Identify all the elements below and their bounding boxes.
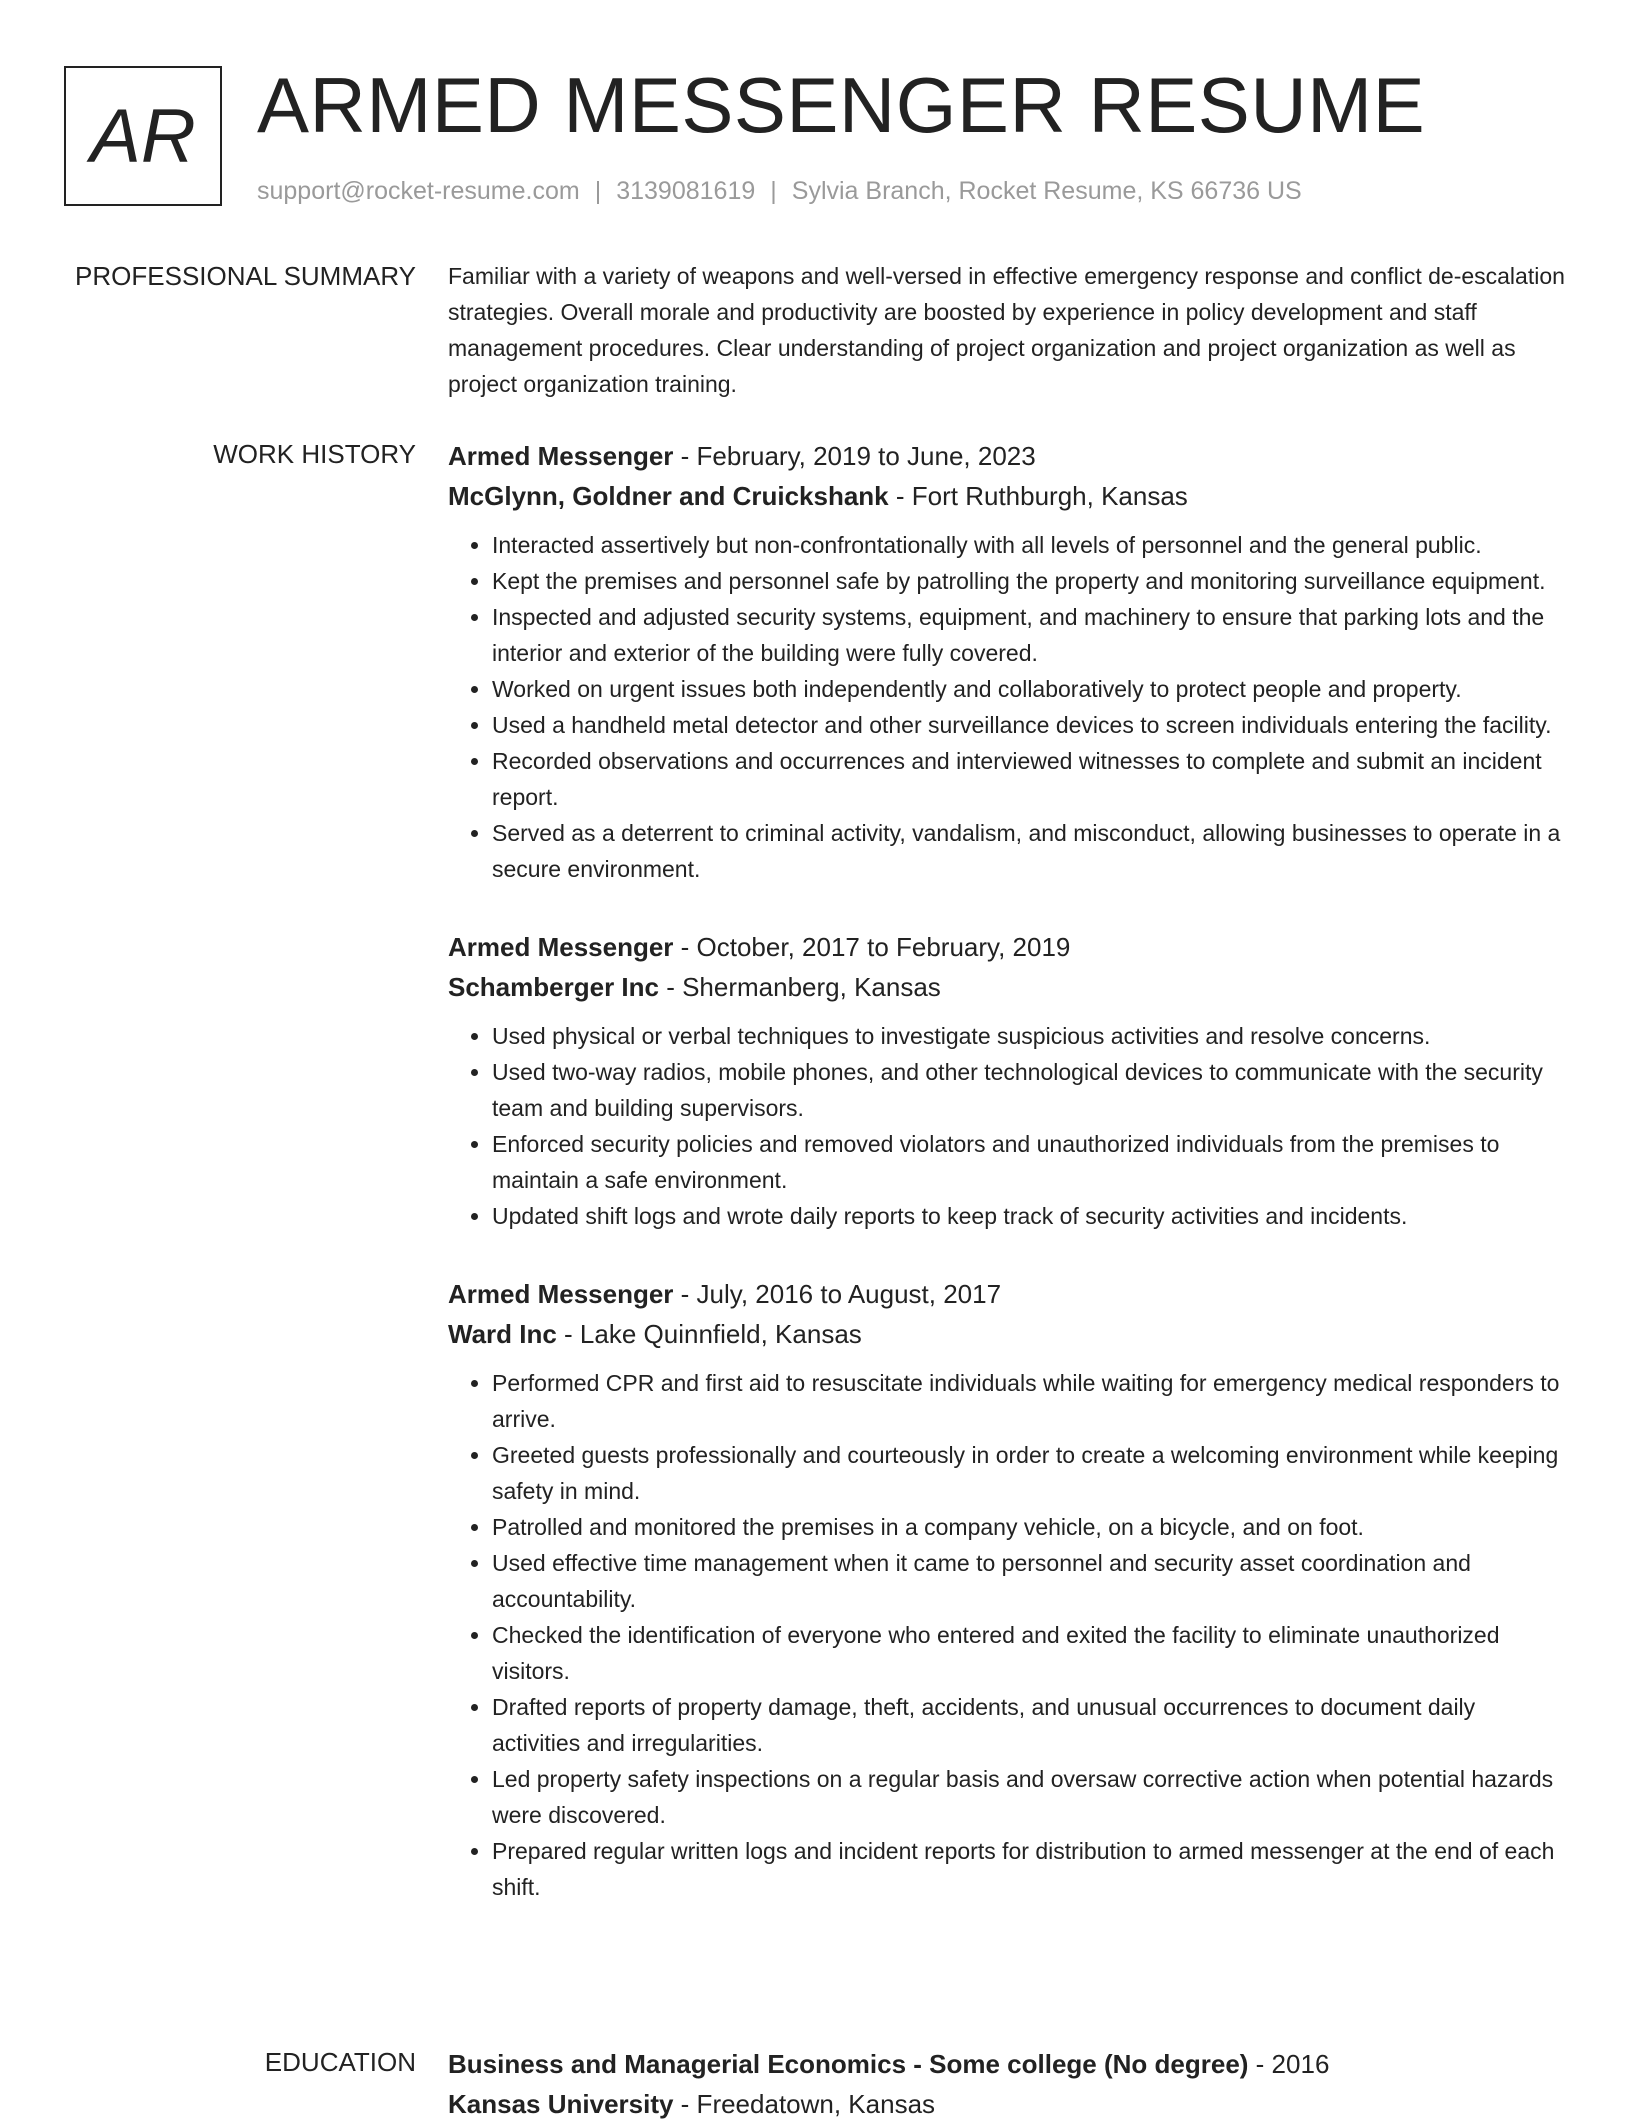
- job-location: - Shermanberg, Kansas: [658, 972, 941, 1002]
- education-degree-line: [448, 2044, 1566, 2084]
- education-school: Kansas University: [448, 2089, 674, 2119]
- job-company-line: [448, 1314, 1566, 1354]
- job-dates: - July, 2016 to August, 2017: [673, 1279, 1002, 1309]
- job-title: Armed Messenger: [448, 932, 674, 962]
- job-bullet: • Inspected and adjusted security systems, equipment, and machinery to ensure that parking lots and the interior and exterior of the building were fully covered.: [492, 599, 1566, 671]
- section-label-summary: PROFESSIONAL SUMMARY: [75, 261, 416, 291]
- job-bullet: • Served as a deterrent to criminal activity, vandalism, and misconduct, allowing businesses to operate in a secure environment.: [492, 815, 1566, 887]
- job-bullet: • Greeted guests professionally and courteously in order to create a welcoming environment while keeping safety in mind.: [492, 1437, 1566, 1509]
- job-entry: [448, 927, 1566, 1234]
- job-bullet: • Updated shift logs and wrote daily reports to keep track of security activities and incidents.: [492, 1198, 1566, 1234]
- contact-phone: 3139081619: [616, 177, 756, 205]
- job-entry: [448, 1274, 1566, 1905]
- job-title-line: [448, 927, 1566, 967]
- education-location: - Freedatown, Kansas: [673, 2089, 936, 2119]
- job-bullet: • Prepared regular written logs and incident reports for distribution to armed messenger at the end of each shift.: [492, 1833, 1566, 1905]
- job-bullet: • Recorded observations and occurrences and interviewed witnesses to complete and submit an incident report.: [492, 743, 1566, 815]
- resume-header: [64, 61, 1584, 210]
- section-label-work-history: WORK HISTORY: [213, 439, 416, 469]
- job-title: Armed Messenger: [448, 441, 674, 471]
- job-bullet: • Used effective time management when it came to personnel and security asset coordination and accountability.: [492, 1545, 1566, 1617]
- job-dates: - February, 2019 to June, 2023: [673, 441, 1036, 471]
- work-history-list: [448, 436, 1566, 1945]
- job-dates: - October, 2017 to February, 2019: [673, 932, 1071, 962]
- education-year: - 2016: [1248, 2049, 1330, 2079]
- job-bullet: • Interacted assertively but non-confrontationally with all levels of personnel and the general public.: [492, 527, 1566, 563]
- contact-address: Sylvia Branch, Rocket Resume, KS 66736 US: [791, 177, 1302, 205]
- resume-title: ARMED MESSENGER RESUME: [257, 61, 1426, 149]
- job-bullet-list: [448, 527, 1566, 887]
- job-company-line: [448, 967, 1566, 1007]
- job-bullet-list: [448, 1365, 1566, 1905]
- education-degree: Business and Managerial Economics - Some college (No degree): [448, 2049, 1249, 2079]
- job-bullet: • Performed CPR and first aid to resuscitate individuals while waiting for emergency medical responders to arrive.: [492, 1365, 1566, 1437]
- job-title-line: [448, 436, 1566, 476]
- job-bullet: • Kept the premises and personnel safe by patrolling the property and monitoring surveillance equipment.: [492, 563, 1566, 599]
- job-bullet: • Checked the identification of everyone who entered and exited the facility to eliminate unauthorized visitors.: [492, 1617, 1566, 1689]
- summary-text: Familiar with a variety of weapons and well-versed in effective emergency response and conflict de-escalation strategies. Overall morale and productivity are boosted by experience in policy development and staff management procedures. Clear understanding of project organization and project organization as well as project organization training.: [448, 263, 1565, 397]
- job-bullet: • Enforced security policies and removed violators and unauthorized individuals from the premises to maintain a safe environment.: [492, 1126, 1566, 1198]
- job-bullet: • Worked on urgent issues both independently and collaboratively to protect people and property.: [492, 671, 1566, 707]
- job-title: Armed Messenger: [448, 1279, 674, 1309]
- job-location: - Fort Ruthburgh, Kansas: [888, 481, 1188, 511]
- job-location: - Lake Quinnfield, Kansas: [556, 1319, 862, 1349]
- job-company-line: [448, 476, 1566, 516]
- job-bullet: • Used physical or verbal techniques to investigate suspicious activities and resolve concerns.: [492, 1018, 1566, 1054]
- contact-line: [257, 176, 1302, 206]
- education-school-line: [448, 2084, 1566, 2124]
- job-title-line: [448, 1274, 1566, 1314]
- monogram-badge: AR: [64, 66, 222, 206]
- job-company: Schamberger Inc: [448, 972, 659, 1002]
- job-bullet: • Used a handheld metal detector and other surveillance devices to screen individuals entering the facility.: [492, 707, 1566, 743]
- contact-separator: |: [594, 177, 602, 205]
- contact-email: support@rocket-resume.com: [257, 177, 580, 205]
- job-bullet: • Drafted reports of property damage, theft, accidents, and unusual occurrences to document daily activities and irregularities.: [492, 1689, 1566, 1761]
- job-entry: [448, 436, 1566, 887]
- job-bullet: • Used two-way radios, mobile phones, and other technological devices to communicate with the security team and building supervisors.: [492, 1054, 1566, 1126]
- job-company: Ward Inc: [448, 1319, 557, 1349]
- job-bullet: • Patrolled and monitored the premises in a company vehicle, on a bicycle, and on foot.: [492, 1509, 1566, 1545]
- section-label-education: EDUCATION: [264, 2047, 416, 2077]
- contact-separator: |: [770, 177, 777, 205]
- job-bullet-list: [448, 1018, 1566, 1234]
- job-company: McGlynn, Goldner and Cruickshank: [448, 481, 889, 511]
- job-bullet: • Led property safety inspections on a regular basis and oversaw corrective action when potential hazards were discovered.: [492, 1761, 1566, 1833]
